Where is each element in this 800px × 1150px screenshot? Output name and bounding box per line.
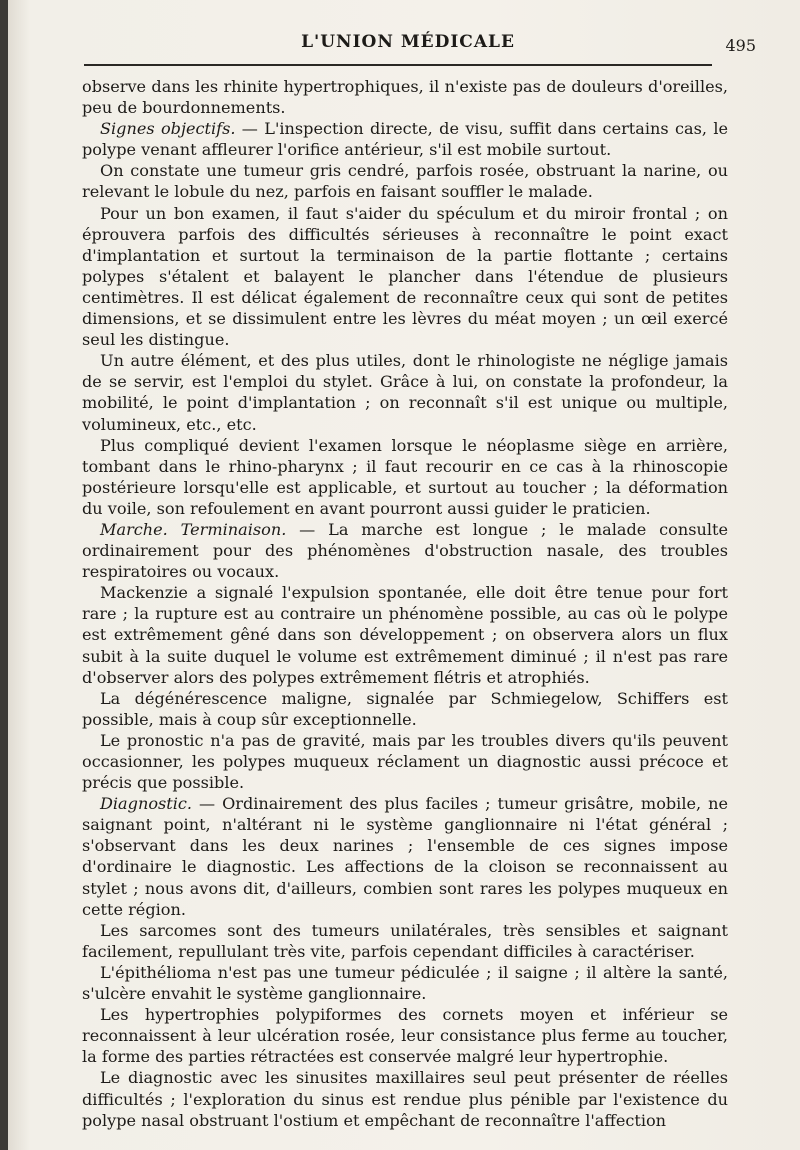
paragraph: La dégénérescence maligne, signalée par Schmiegelow, Schiffers est possible, mais à coup sûr exceptionnelle.: [82, 688, 728, 729]
page-header: [78, 30, 756, 60]
paragraph: Pour un bon examen, il faut s'aider du spéculum et du miroir frontal ; on éprouvera parfois des difficultés sérieuses à reconnaître le point exact d'implantation et surtout la terminaison de la partie flottante ; certains polypes s'étalent et balayent le plancher dans l'étendue de plusieurs centimètres. Il est délicat également de reconnaître ceux qui sont de petites dimensions, et se dissimulent entre les lèvres du méat moyen ; un œil exercé seul les distingue.: [82, 203, 728, 350]
paragraph: Le diagnostic avec les sinusites maxillaires seul peut présenter de réelles difficultés ; l'exploration du sinus est rendue plus pénible par l'existence du polype nasal obstruant l'ostium et empêchant de reconnaître l'affection: [82, 1068, 728, 1130]
paragraph: Signes objectifs. — L'inspection directe, de visu, suffit dans certains cas, le polype venant affleurer l'orifice antérieur, s'il est mobile surtout.: [82, 119, 728, 160]
paragraph: Mackenzie a signalé l'expulsion spontanée, elle doit être tenue pour fort rare ; la rupture est au contraire un phénomène possible, au cas où le polype est extrêmement gêné dans son développement ; on observera alors un flux subit à la suite duquel le volume est extrêmement diminué ; il n'est pas rare d'observer alors des polypes extrêmement flétris et atrophiés.: [82, 583, 728, 687]
paragraph: On constate une tumeur gris cendré, parfois rosée, obstruant la narine, ou relevant le lobule du nez, parfois en faisant souffler le malade.: [82, 161, 728, 202]
paragraph: L'épithélioma n'est pas une tumeur pédiculée ; il saigne ; il altère la santé, s'ulcère envahit le système ganglionnaire.: [82, 962, 728, 1004]
page-number: 495: [725, 36, 756, 55]
running-title: L'UNION MÉDICALE: [301, 32, 515, 52]
paragraph: Marche. Terminaison. — La marche est longue ; le malade consulte ordinairement pour des phénomènes d'obstruction nasale, des troubles respiratoires ou vocaux.: [82, 519, 728, 582]
paragraph: Un autre élément, et des plus utiles, dont le rhinologiste ne néglige jamais de se servir, est l'emploi du stylet. Grâce à lui, on constate la profondeur, la mobilité, le point d'implantation ; on reconnaît s'il est unique ou multiple, volumineux, etc., etc.: [82, 351, 728, 434]
paragraph: observe dans les rhinite hypertrophiques, il n'existe pas de douleurs d'oreilles, peu de bourdonnements.: [82, 77, 728, 118]
section-heading: Signes objectifs.: [100, 119, 236, 139]
paragraph: Les hypertrophies polypiformes des cornets moyen et inférieur se reconnaissent à leur ulcération rosée, leur consistance plus ferme au toucher, la forme des parties rétractées est conservée malgré leur hypertrophie.: [82, 1005, 728, 1067]
paragraph: Diagnostic. — Ordinairement des plus faciles ; tumeur grisâtre, mobile, ne saignant point, n'altérant ni le système ganglionnaire ni l'état général ; s'observant dans les deux narines ; l'ensemble de ces signes impose d'ordinaire le diagnostic. Les affections de la cloison se reconnaissent au stylet ; nous avons dit, d'ailleurs, combien sont rares les polypes muqueux en cette région.: [82, 794, 728, 919]
section-heading: Marche. Terminaison.: [100, 519, 287, 539]
paragraph: Plus compliqué devient l'examen lorsque le néoplasme siège en arrière, tombant dans le rhino-pharynx ; il faut recourir en ce cas à la rhinoscopie postérieure lorsqu'elle est applicable, et surtout au toucher ; la déformation du voile, son refoulement en avant pourront aussi guider le praticien.: [82, 435, 728, 518]
section-heading: Diagnostic.: [100, 794, 193, 814]
header-rule: [84, 64, 712, 66]
paragraph: Les sarcomes sont des tumeurs unilatérales, très sensibles et saignant facilement, repullulant très vite, parfois cependant difficiles à caractériser.: [82, 920, 728, 961]
page-binding-edge: [0, 0, 8, 1150]
article-body: [82, 76, 728, 1131]
paragraph: Le pronostic n'a pas de gravité, mais par les troubles divers qu'ils peuvent occasionner, les polypes muqueux réclament un diagnostic aussi précoce et précis que possible.: [82, 730, 728, 793]
